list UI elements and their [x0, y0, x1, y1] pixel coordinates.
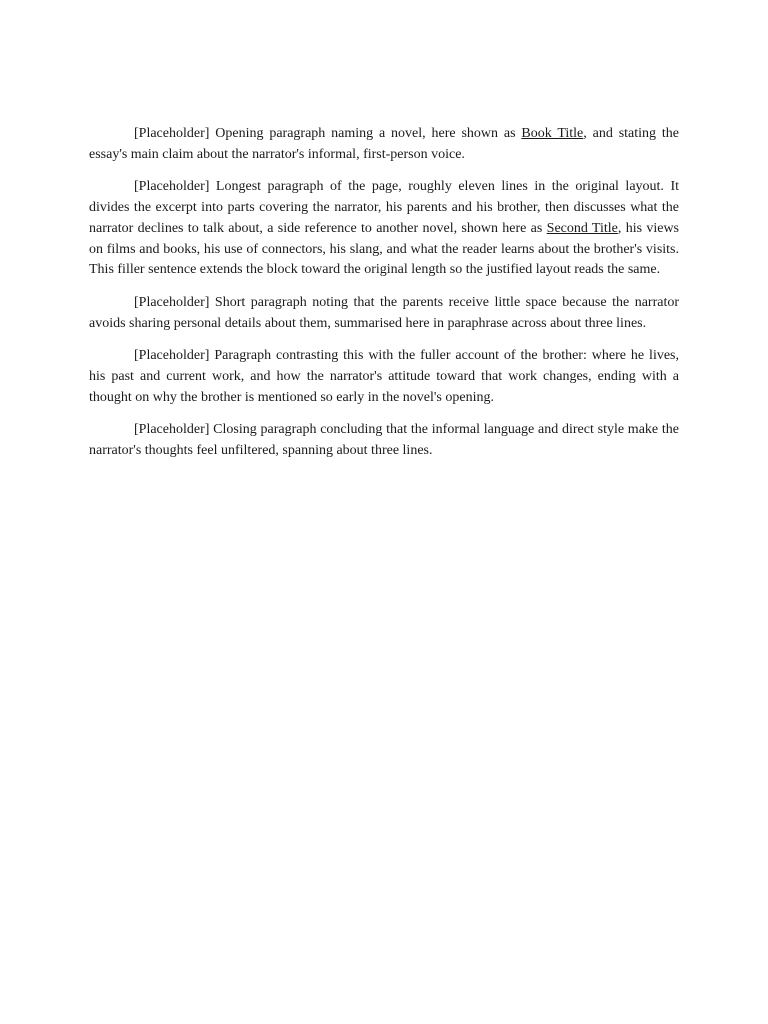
- paragraph-analysis: [89, 177, 679, 281]
- paragraph-analysis-text-after: , his views on films and books, his use of connectors, his slang, and what the reader learns about the brother's visits. This filler sentence extends the block toward the original length so the justified layout reads the same.: [89, 220, 680, 278]
- paragraph-brother: [Placeholder] Paragraph contrasting this with the fuller account of the brother: where he lives, his past and current work, and how the narrator's attitude toward that work changes, ending with a thought on why the brother is mentioned so early in the novel's opening.: [89, 348, 679, 405]
- paragraph-analysis-text-before: [Placeholder] Longest paragraph of the page, roughly eleven lines in the original layout. It divides the excerpt into parts covering the narrator, his parents and his brother, then discusses what the narrator declines to talk about, a side reference to another novel, shown here as: [89, 179, 679, 236]
- paragraph-intro-text-after: , and stating the essay's main claim about the narrator's informal, first-person voice.: [89, 126, 679, 162]
- paragraph-intro: [89, 124, 679, 165]
- novel-title-reference: Book Title: [521, 126, 584, 141]
- paragraph-conclusion: [Placeholder] Closing paragraph concluding that the informal language and direct style make the narrator's thoughts feel unfiltered, spanning about three lines.: [89, 422, 679, 459]
- paragraph-intro-text-before: [Placeholder] Opening paragraph naming a novel, here shown as: [134, 126, 522, 141]
- intertextual-title-reference: Second Title: [546, 220, 618, 236]
- paragraph-parents: [Placeholder] Short paragraph noting that the parents receive little space because the narrator avoids sharing personal details about them, summarised here in paraphrase across about three lines.: [89, 294, 679, 331]
